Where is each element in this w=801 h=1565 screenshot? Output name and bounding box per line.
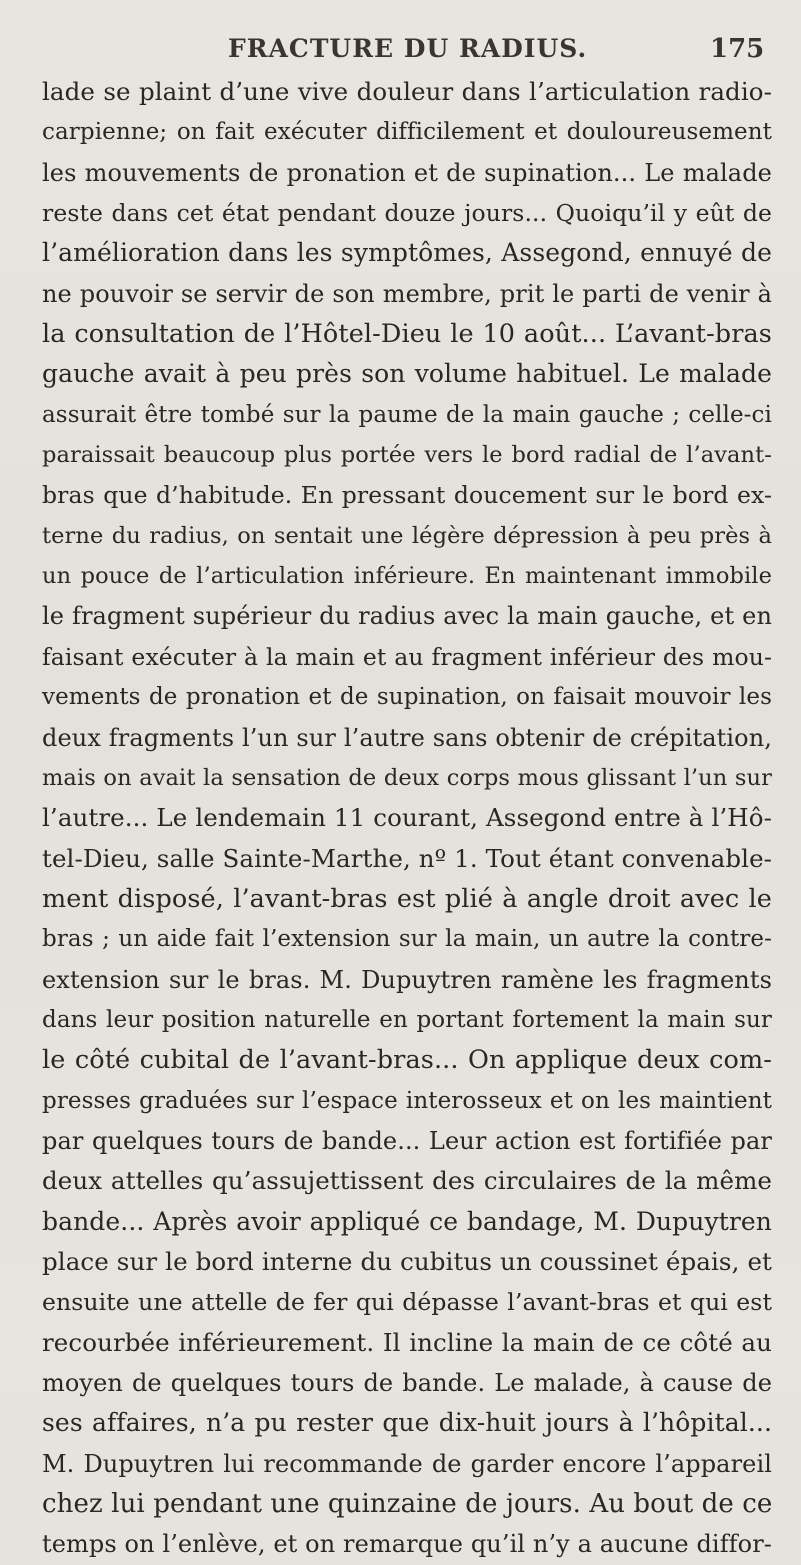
running-head bbox=[0, 34, 801, 68]
text-line: mais on avait la sensation de deux corps mous glissant l’un sur bbox=[42, 764, 772, 791]
text-line: dans leur position naturelle en portant fortement la main sur bbox=[42, 1006, 772, 1033]
text-line: ses affaires, n’a pu rester que dix-huit jours à l’hôpital... bbox=[42, 1408, 772, 1438]
text-line: le fragment supérieur du radius avec la main gauche, et en bbox=[42, 602, 772, 631]
text-line: deux fragments l’un sur l’autre sans obtenir de crépitation, bbox=[42, 723, 772, 752]
text-line: bras ; un aide fait l’extension sur la main, un autre la contre- bbox=[42, 926, 772, 953]
text-line: l’autre... Le lendemain 11 courant, Assegond entre à l’Hô- bbox=[42, 803, 772, 833]
text-line: ensuite une attelle de fer qui dépasse l’avant-bras et qui est bbox=[42, 1288, 772, 1317]
text-line: carpienne; on fait exécuter difficilement et douloureusement bbox=[42, 119, 772, 146]
text-line: lade se plaint d’une vive douleur dans l’articulation radio- bbox=[42, 77, 772, 106]
body-text bbox=[42, 72, 772, 1565]
text-line: par quelques tours de bande... Leur action est fortifiée par bbox=[42, 1126, 772, 1155]
text-line: paraissait beaucoup plus portée vers le bord radial de l’avant- bbox=[42, 442, 772, 469]
text-line: faisant exécuter à la main et au fragment inférieur des mou- bbox=[42, 642, 772, 671]
text-line: reste dans cet état pendant douze jours... Quoiqu’il y eût de bbox=[42, 199, 772, 228]
text-line: terne du radius, on sentait une légère dépression à peu près à bbox=[42, 522, 772, 549]
text-line: gauche avait à peu près son volume habituel. Le malade bbox=[42, 359, 772, 389]
text-line: la consultation de l’Hôtel-Dieu le 10 août... L’avant-bras bbox=[42, 319, 772, 350]
text-line: moyen de quelques tours de bande. Le malade, à cause de bbox=[42, 1369, 772, 1397]
text-line: presses graduées sur l’espace interosseux et on les maintient bbox=[42, 1087, 772, 1114]
page-number: 175 bbox=[710, 34, 765, 64]
text-line: bras que d’habitude. En pressant doucement sur le bord ex- bbox=[42, 481, 772, 510]
text-line: un pouce de l’articulation inférieure. En maintenant immobile bbox=[42, 563, 772, 590]
text-line: vements de pronation et de supination, on faisait mouvoir les bbox=[42, 684, 772, 711]
text-line: tel-Dieu, salle Sainte-Marthe, nº 1. Tout étant convenable- bbox=[42, 843, 773, 873]
text-line: assurait être tombé sur la paume de la main gauche ; celle-ci bbox=[42, 401, 772, 428]
text-line: M. Dupuytren lui recommande de garder encore l’appareil bbox=[42, 1449, 772, 1478]
text-line: l’amélioration dans les symptômes, Assegond, ennuyé de bbox=[42, 238, 772, 268]
text-line: place sur le bord interne du cubitus un coussinet épais, et bbox=[42, 1246, 772, 1276]
text-line: ne pouvoir se servir de son membre, prit le parti de venir à bbox=[42, 279, 772, 308]
text-line: extension sur le bras. M. Dupuytren ramène les fragments bbox=[42, 965, 772, 994]
text-line: temps on l’enlève, et on remarque qu’il n’y a aucune diffor- bbox=[42, 1530, 772, 1559]
text-line: ment disposé, l’avant-bras est plié à angle droit avec le bbox=[42, 883, 772, 914]
text-line: le côté cubital de l’avant-bras... On applique deux com- bbox=[42, 1045, 772, 1076]
text-line: deux attelles qu’assujettissent des circulaires de la même bbox=[42, 1166, 772, 1196]
running-title: FRACTURE DU RADIUS. bbox=[228, 34, 588, 63]
text-line: chez lui pendant une quinzaine de jours. Au bout de ce bbox=[42, 1489, 773, 1520]
text-line: bande... Après avoir appliqué ce bandage, M. Dupuytren bbox=[42, 1206, 772, 1236]
text-line: recourbée inférieurement. Il incline la main de ce côté au bbox=[42, 1327, 772, 1357]
text-line: les mouvements de pronation et de supination... Le malade bbox=[42, 158, 772, 187]
